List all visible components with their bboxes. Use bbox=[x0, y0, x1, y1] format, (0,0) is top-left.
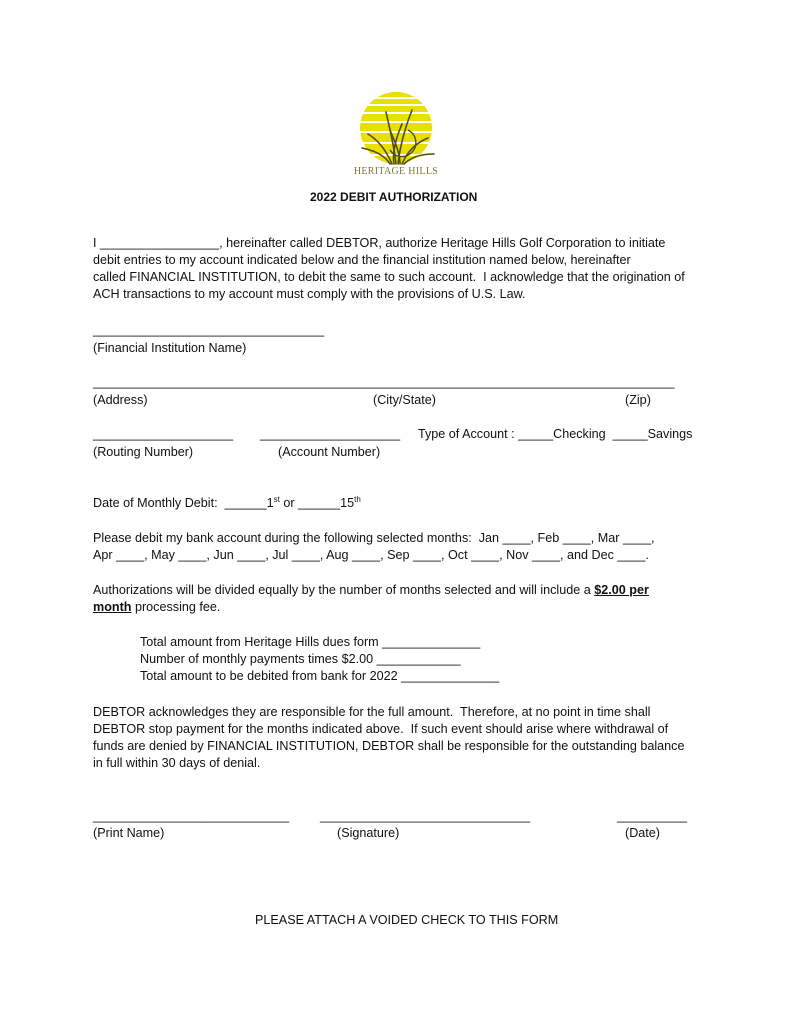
fee-line-1: Authorizations will be divided equally by the number of months selected and will include a $2.00 per bbox=[93, 583, 649, 597]
total-debited-line[interactable]: Total amount to be debited from bank for 2022 ______________ bbox=[140, 669, 500, 683]
routing-number-label: (Routing Number) bbox=[93, 445, 194, 459]
signature-label: (Signature) bbox=[337, 826, 400, 840]
months-line-1[interactable]: Please debit my bank account during the following selected months: Jan ____, Feb ____, Mar ____, bbox=[93, 531, 655, 545]
financial-institution-label: (Financial Institution Name) bbox=[93, 341, 247, 355]
account-number-field[interactable]: ____________________ bbox=[260, 427, 401, 441]
acknowledgement-line-2: DEBTOR stop payment for the months indicated above. If such event should arise where withdrawal of bbox=[93, 722, 669, 736]
address-label: (Address) bbox=[93, 393, 148, 407]
heritage-hills-logo bbox=[350, 90, 442, 180]
address-field[interactable]: ___________________________________________________________________________________ bbox=[93, 375, 675, 389]
logo-text: HERITAGE HILLS bbox=[353, 166, 439, 177]
print-name-label: (Print Name) bbox=[93, 826, 165, 840]
acknowledgement-line-4: in full within 30 days of denial. bbox=[93, 756, 261, 770]
zip-label: (Zip) bbox=[625, 393, 651, 407]
footer-note: PLEASE ATTACH A VOIDED CHECK TO THIS FORM bbox=[255, 913, 559, 927]
acknowledgement-line-3: funds are denied by FINANCIAL INSTITUTION, DEBTOR shall be responsible for the outstanding balance bbox=[93, 739, 685, 753]
financial-institution-field[interactable]: _________________________________ bbox=[93, 323, 325, 337]
intro-line-4: ACH transactions to my account must comply with the provisions of U.S. Law. bbox=[93, 287, 526, 301]
signature-field[interactable]: ______________________________ bbox=[320, 809, 531, 823]
monthly-payments-line[interactable]: Number of monthly payments times $2.00 ____________ bbox=[140, 652, 461, 666]
months-line-2[interactable]: Apr ____, May ____, Jun ____, Jul ____, Aug ____, Sep ____, Oct ____, Nov ____, and Dec ____. bbox=[93, 548, 649, 562]
intro-line-3: called FINANCIAL INSTITUTION, to debit the same to such account. I acknowledge that the origination of bbox=[93, 270, 685, 284]
account-number-label: (Account Number) bbox=[278, 445, 381, 459]
acknowledgement-line-1: DEBTOR acknowledges they are responsible for the full amount. Therefore, at no point in time shall bbox=[93, 705, 651, 719]
intro-line-2: debit entries to my account indicated below and the financial institution named below, hereinafter bbox=[93, 253, 631, 267]
print-name-field[interactable]: ____________________________ bbox=[93, 809, 290, 823]
date-label: (Date) bbox=[625, 826, 660, 840]
monthly-debit-date[interactable]: Date of Monthly Debit: ______1st or ______15th bbox=[93, 494, 361, 510]
form-title: 2022 DEBIT AUTHORIZATION bbox=[310, 190, 478, 204]
account-type-field[interactable]: Type of Account : _____Checking _____Savings bbox=[418, 427, 693, 441]
date-field[interactable]: __________ bbox=[617, 809, 688, 823]
intro-line-1: I _________________, hereinafter called DEBTOR, authorize Heritage Hills Golf Corporation to initiate bbox=[93, 236, 666, 250]
fee-line-2: month processing fee. bbox=[93, 600, 221, 614]
routing-number-field[interactable]: ____________________ bbox=[93, 427, 234, 441]
city-state-label: (City/State) bbox=[373, 393, 436, 407]
total-dues-line[interactable]: Total amount from Heritage Hills dues form ______________ bbox=[140, 635, 481, 649]
